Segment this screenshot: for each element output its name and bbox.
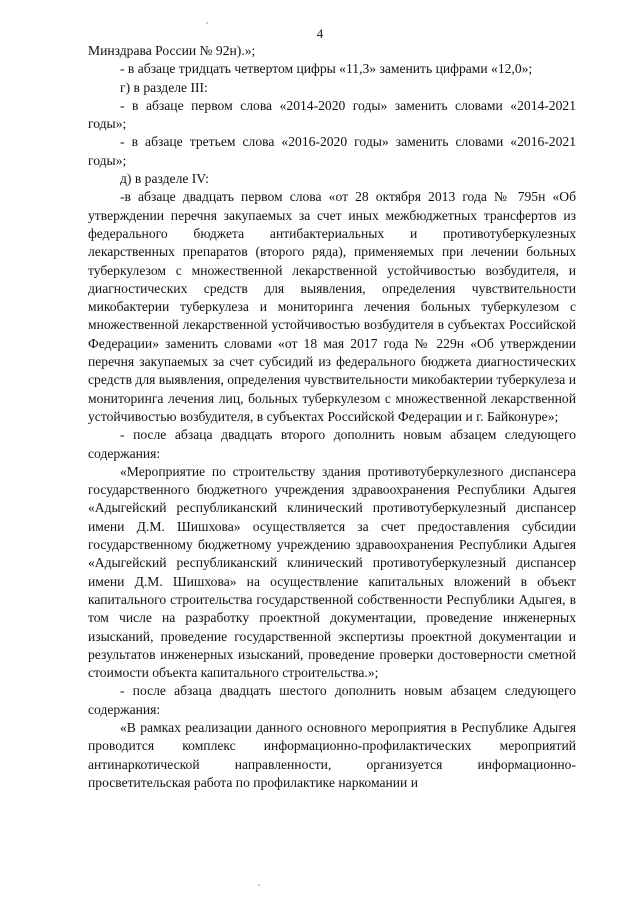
scan-speck [206,22,208,24]
section-heading: д) в разделе IV: [120,171,209,187]
paragraph-item: - в абзаце тридцать четвертом цифры «11,3» заменить цифрами «12,0»; [120,61,533,77]
document-body [88,42,576,792]
page-number: 4 [316,26,324,41]
paragraph-item: -в абзаце двадцать первом слова «от 28 октября 2013 года № 795н «Об утверждении перечня закупаемых за счет иных межбюджетных трансфертов из федерального бюджета антибактериальных и противотуберкулезных лекарственных препаратов (второго ряда), применяемых при лечении больных туберкулезом с множественной лекарственной устойчивостью возбудителя, и диагностических средств для выявления, определения чувствительности микобактерии туберкулеза и мониторинга лечения больных туберкулезом с множественной лекарственной устойчивостью возбудителя в субъектах Российской Федерации» заменить словами «от 18 мая 2017 года № 229н «Об утверждении перечня закупаемых за счет субсидий из федерального бюджета диагностических средств для выявления, определения чувствительности микобактерии туберкулеза и мониторинга лечения лиц, больных туберкулезом с множественной лекарственной устойчивостью возбудителя, в субъектах Российской Федерации и г. Байконуре»; [88,189,576,424]
paragraph-item: - после абзаца двадцать второго дополнить новым абзацем следующего содержания: [88,427,576,461]
paragraph-continuation: Минздрава России № 92н).»; [88,43,256,58]
paragraph-item: - в абзаце третьем слова «2016-2020 годы» заменить словами «2016-2021 годы»; [88,134,576,168]
paragraph-item: - в абзаце первом слова «2014-2020 годы» заменить словами «2014-2021 годы»; [88,97,576,132]
quoted-paragraph: «Мероприятие по строительству здания противотуберкулезного диспансера государственного бюджетного учреждения здравоохранения Республики Адыгея «Адыгейский республиканский клинический противотуберкулезный диспансер имени Д.М. Шишхова» осуществляется за счет предоставления субсидии государственному бюджетному учреждению здравоохранения Республики Адыгея «Адыгейский республиканский клинический противотуберкулезный диспансер имени Д.М. Шишхова» на осуществление капитальных вложений в объект капитального строительства государственной собственности Республики Адыгея, в том числе на разработку проектной документации, проведение инженерных изысканий, проведение государственной экспертизы проектной документации и результатов инженерных изысканий, проведение проверки достоверности сметной стоимости объекта капитального строительства.»; [88,463,576,681]
scan-speck [258,884,260,886]
paragraph-item: - после абзаца двадцать шестого дополнить новым абзацем следующего содержания: [88,683,576,717]
section-heading: г) в разделе III: [120,79,208,95]
quoted-paragraph: «В рамках реализации данного основного мероприятия в Республике Адыгея проводится комплекс информационно-профилактических мероприятий антинаркотической направленности, организуется информационно-просветительская работа по профилактике наркомании и [88,719,576,790]
